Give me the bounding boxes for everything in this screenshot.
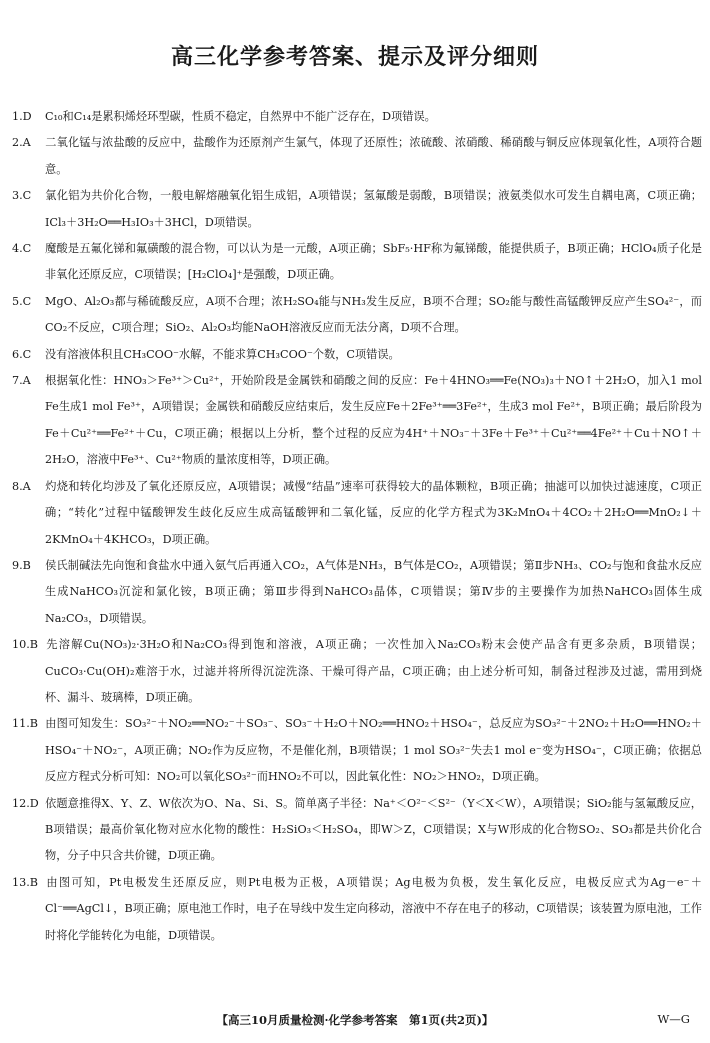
answer-text: 没有溶液体积且CH₃COO⁻水解，不能求算CH₃COO⁻个数，C项错误。 [45, 347, 400, 361]
answer-number: 5.C [12, 294, 32, 308]
answer-text: 依题意推得X、Y、Z、W依次为O、Na、Si、S。简单离子半径：Na⁺＜O²⁻＜S²⁻（Y＜X＜W），A项错误；SiO₂能与氢氟酸反应，B项错误；最高价氧化物对应水化物的酸性：H₂SiO₃＜H₂SO₄，即W＞Z，C项错误；X与W形成的化合物SO₂、SO₃都是共价化合物，分子中只含共价键，D项正确。 [45, 796, 702, 863]
answer-item-2 [12, 130, 702, 183]
answer-item-1 [12, 104, 702, 130]
answer-text: 由图可知发生：SO₃²⁻＋NO₂══NO₂⁻＋SO₃⁻、SO₃⁻＋H₂O＋NO₂══HNO₂＋HSO₄⁻，总反应为SO₃²⁻＋2NO₂＋H₂O══HNO₂＋HSO₄⁻＋NO₂⁻，A项正确；NO₂作为反应物，不是催化剂，B项错误；1 mol SO₃²⁻失去1 mol e⁻变为HSO₄⁻，C项正确；依据总反应方程式分析可知：NO₂可以氧化SO₃²⁻而HNO₂不可以，因此氧化性：NO₂＞HNO₂，D项正确。 [45, 717, 702, 784]
answer-item-5 [12, 289, 702, 342]
answer-text: 根据氧化性：HNO₃＞Fe³⁺＞Cu²⁺，开始阶段是金属铁和硝酸之间的反应：Fe＋4HNO₃══Fe(NO₃)₃＋NO↑＋2H₂O，加入1 mol Fe生成1 mol Fe³⁺，A项错误；金属铁和硝酸反应结束后，发生反应Fe＋2Fe³⁺══3Fe²⁺，生成3 mol Fe²⁺，B项正确；最后阶段为Fe＋Cu²⁺══Fe²⁺＋Cu，C项正确；根据以上分析，整个过程的反应为4H⁺＋NO₃⁻＋3Fe＋Fe³⁺＋Cu²⁺══4Fe²⁺＋Cu＋NO↑＋2H₂O，溶液中Fe³⁺、Cu²⁺物质的量浓度相等，D项正确。 [45, 374, 702, 467]
answer-item-9 [12, 553, 702, 632]
page-title: 高三化学参考答案、提示及评分细则 [170, 44, 539, 70]
answer-text: 先溶解Cu(NO₃)₂·3H₂O和Na₂CO₃得到饱和溶液，A项正确；一次性加入Na₂CO₃粉末会使产品含有更多杂质，B项错误；CuCO₃·Cu(OH)₂难溶于水，过滤并将所得沉淀洗涤、干燥可得产品，C项正确；由上述分析可知，制备过程涉及过滤，需用到烧杯、漏斗、玻璃棒，D项正确。 [45, 638, 702, 704]
answer-number: 6.C [12, 347, 32, 361]
answer-text: 氯化铝为共价化合物，一般电解熔融氧化铝生成铝，A项错误；氢氟酸是弱酸，B项错误；液氨类似水可发生自耦电离，C项正确；ICl₃＋3H₂O══H₃IO₃＋3HCl，D项错误。 [45, 189, 702, 229]
answer-number: 13.B [12, 875, 39, 889]
answer-number: 1.D [12, 110, 32, 123]
answer-text: 灼烧和转化均涉及了氧化还原反应，A项错误；减慢“结晶”速率可获得较大的晶体颗粒，B项正确；抽滤可以加快过滤速度，C项正确；“转化”过程中锰酸钾发生歧化反应生成高锰酸钾和二氧化锰，反应的化学方程式为3K₂MnO₄＋4CO₂＋2H₂O══MnO₂↓＋2KMnO₄＋4KHCO₃，D项正确。 [45, 479, 702, 546]
answer-item-3 [12, 183, 702, 236]
answer-number: 2.A [12, 136, 31, 150]
answer-number: 10.B [12, 638, 39, 652]
answer-item-12 [12, 791, 702, 870]
answer-text: C₁₀和C₁₄是累积烯烃环型碳，性质不稳定，自然界中不能广泛存在，D项错误。 [45, 110, 436, 123]
footer-code: W—G [657, 1012, 690, 1026]
answer-number: 12.D [12, 796, 39, 810]
answer-number: 3.C [12, 189, 32, 203]
answer-item-7 [12, 368, 702, 474]
answer-item-11 [12, 711, 702, 790]
answer-item-4 [12, 236, 702, 289]
answer-text: 由图可知，Pt电极发生还原反应，则Pt电极为正极，A项错误；Ag电极为负极，发生氧化反应，电极反应式为Ag－e⁻＋Cl⁻══AgCl↓，B项正确；原电池工作时，电子在导线中发生定向移动，溶液中不存在电子的移动，C项错误；该装置为原电池，工作时将化学能转化为电能，D项错误。 [45, 875, 702, 942]
answer-item-6 [12, 342, 702, 368]
answer-item-10 [12, 632, 702, 711]
answer-number: 8.A [12, 479, 31, 493]
answer-item-8 [12, 474, 702, 553]
answer-item-13 [12, 870, 702, 949]
answer-number: 7.A [12, 374, 31, 388]
page-footer [0, 1012, 710, 1032]
answer-number: 4.C [12, 242, 32, 256]
footer-page-info: 【高三10月质量检测·化学参考答案 第1页(共2页)】 [216, 1013, 494, 1027]
answer-list [12, 104, 702, 949]
answer-text: 魔酸是五氟化锑和氟磺酸的混合物，可以认为是一元酸，A项正确；SbF₅·HF称为氟锑酸，能提供质子，B项正确；HClO₄质子化是非氧化还原反应，C项错误；[H₂ClO₄]⁺是强酸，D项正确。 [45, 242, 702, 282]
answer-number: 11.B [12, 717, 39, 731]
answer-text: MgO、Al₂O₃都与稀硫酸反应，A项不合理；浓H₂SO₄能与NH₃发生反应，B项不合理；SO₂能与酸性高锰酸钾反应产生SO₄²⁻，而CO₂不反应，C项合理；SiO₂、Al₂O₃均能NaOH溶液反应而无法分离，D项不合理。 [45, 294, 702, 335]
answer-text: 侯氏制碱法先向饱和食盐水中通入氨气后再通入CO₂，A气体是NH₃，B气体是CO₂，A项错误；第Ⅱ步NH₃、CO₂与饱和食盐水反应生成NaHCO₃沉淀和氯化铵，B项正确；第Ⅲ步得到NaHCO₃晶体，C项错误；第Ⅳ步的主要操作为加热NaHCO₃固体生成Na₂CO₃，D项错误。 [45, 558, 702, 625]
answer-number: 9.B [12, 558, 31, 572]
answer-text: 二氧化锰与浓盐酸的反应中，盐酸作为还原剂产生氯气，体现了还原性；浓硫酸、浓硝酸、稀硝酸与铜反应体现氧化性，A项符合题意。 [45, 136, 702, 176]
